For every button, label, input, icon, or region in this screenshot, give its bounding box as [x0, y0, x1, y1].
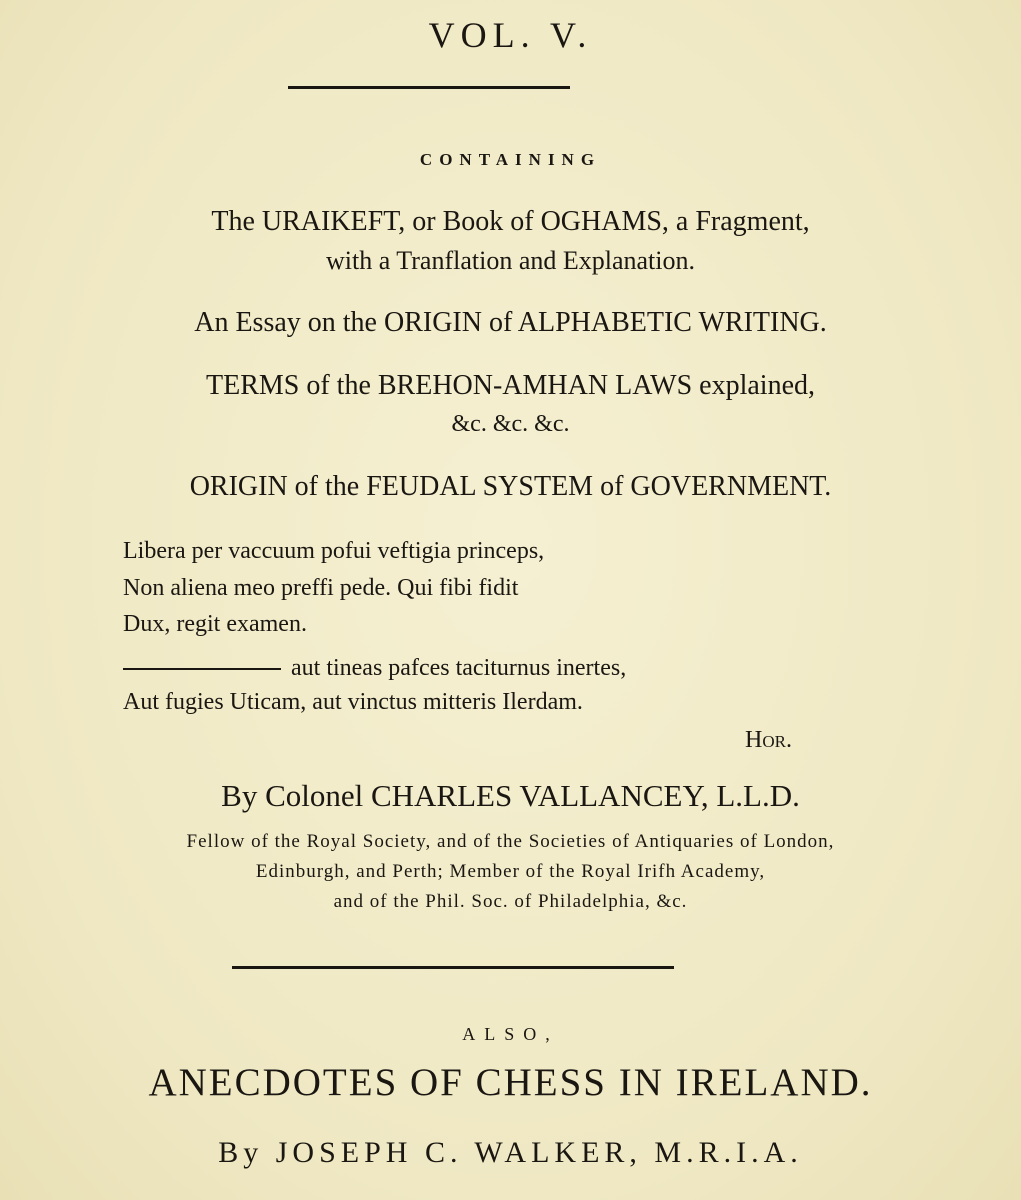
motto-line-3: Dux, regit examen. — [123, 611, 307, 637]
contents-line-1b: with a Tranflation and Explanation. — [325, 246, 695, 275]
author-credentials-3: and of the Phil. Soc. of Philadelphia, &c. — [333, 891, 688, 912]
contents-line-1: The URAIKEFT, or Book of OGHAMS, a Fragment, — [211, 206, 810, 237]
contents-line-4: ORIGIN of the FEUDAL SYSTEM of GOVERNMENT. — [189, 471, 832, 502]
author-credentials-1: Fellow of the Royal Society, and of the Societies of Antiquaries of London, — [186, 831, 835, 852]
top-rule — [288, 86, 570, 89]
anecdotes-title: ANECDOTES OF CHESS IN IRELAND. — [148, 1061, 873, 1104]
middle-rule — [232, 966, 674, 969]
contents-line-3b: &c. &c. &c. — [451, 411, 570, 437]
motto-attribution: Hor. — [745, 727, 792, 753]
contents-line-3: TERMS of the BREHON-AMHAN LAWS explained, — [205, 370, 816, 401]
contents-line-2: An Essay on the ORIGIN of ALPHABETIC WRITING. — [194, 307, 827, 338]
also-label: ALSO, — [462, 1024, 559, 1044]
anecdotes-author: By JOSEPH C. WALKER, M.R.I.A. — [218, 1136, 803, 1169]
motto-line-4 — [123, 655, 626, 682]
motto-line-1: Libera per vaccuum pofui veftigia princeps, — [123, 538, 545, 564]
motto-line-2: Non aliena meo preffi pede. Qui fibi fidit — [123, 575, 519, 601]
motto-dash — [123, 668, 281, 670]
author-credentials-2: Edinburgh, and Perth; Member of the Royal Irifh Academy, — [255, 861, 766, 882]
author-line: By Colonel CHARLES VALLANCEY, L.L.D. — [221, 778, 800, 813]
volume-heading: VOL. V. — [428, 15, 593, 55]
motto-line-5: Aut fugies Uticam, aut vinctus mitteris Ilerdam. — [123, 689, 583, 715]
motto-line-4-text: aut tineas pafces taciturnus inertes, — [291, 655, 627, 681]
containing-label: CONTAINING — [419, 150, 602, 169]
